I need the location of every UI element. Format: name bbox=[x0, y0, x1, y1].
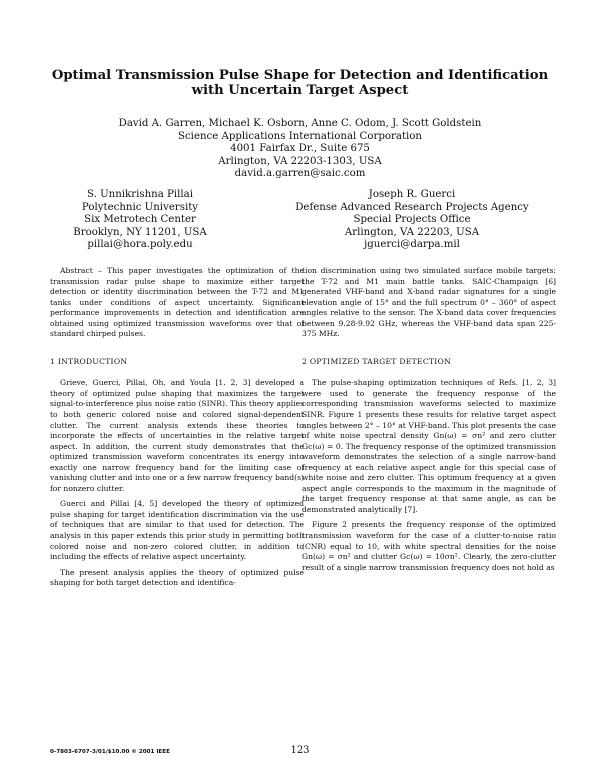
intro-paragraph-1: Grieve, Guerci, Pillai, Oh, and Youla [1, 2, 3] developed a theory of optimized pulse shaping that maximizes the target signal-to-interference plus noise ratio (SINR). This theory applies to both generic colored noise and colored signal-dependent clutter. The current analysis extends these theories to incorporate the effects of uncertainties in the relative target aspect. In addition, the current study demonstrates that the optimized transmission waveform concentrates its energy into exactly one narrow frequency band for the limiting case of vanishing clutter and into one or a few narrow frequency band(s) for nonzero clutter. bbox=[50, 378, 304, 493]
intro-paragraph-2: Guerci and Pillai [4, 5] developed the theory of optimized pulse shaping for target identification discrimination via the use of techniques that are similar to that used for detection. The analysis in this paper extends this prior study in permitting both colored noise and non-zero colored clutter, in addition to including the effects of relative aspect uncertainty. bbox=[50, 499, 304, 562]
affiliation-right-email: jguerci@darpa.mil bbox=[364, 239, 460, 251]
intro-paragraph-3: The present analysis applies the theory of optimized pulse shaping for both target detection and identifica- bbox=[50, 567, 304, 588]
author-email: david.a.garren@saic.com bbox=[234, 168, 366, 180]
affiliation-left-city: Brooklyn, NY 11201, USA bbox=[73, 226, 207, 238]
copyright-footer: 0-7803-6707-3/01/$10.00 © 2001 IEEE bbox=[50, 749, 170, 755]
affiliation-right bbox=[262, 189, 562, 252]
paper-title bbox=[40, 68, 560, 98]
section-2-paragraph-1: The pulse-shaping optimization techniques of Refs. [1, 2, 3] were used to generate the frequency response of the corresponding transmission waveforms selected to maximize SINR. Figure 1 presents these results for relative target aspect angles between 2° – 10° at VHF-band. This plot presents the case of white noise spectral density Gn(ω) = σn² and zero clutter Gc(ω) = 0. The frequency response of the optimized transmission waveform demonstrates the selection of a single narrow-band frequency at each relative aspect angle for this special case of white noise and zero clutter. This optimum frequency at a given aspect angle corresponds to the maximum in the magnitude of the target frequency response at that same angle, as can be demonstrated analytically [7]. bbox=[302, 378, 556, 514]
affiliation-left-street: Six Metrotech Center bbox=[84, 214, 196, 226]
author-names: David A. Garren, Michael K. Osborn, Anne C. Odom, J. Scott Goldstein bbox=[118, 118, 482, 129]
right-column bbox=[302, 266, 556, 573]
title-line-2: with Uncertain Target Aspect bbox=[191, 83, 409, 98]
primary-author-block bbox=[60, 118, 540, 181]
affiliation-left bbox=[40, 189, 240, 252]
affiliation-right-office: Special Projects Office bbox=[353, 214, 471, 226]
section-2-heading: 2 OPTIMIZED TARGET DETECTION bbox=[302, 356, 452, 366]
intro-continued-paragraph: tion discrimination using two simulated surface mobile targets: the T-72 and M1 main battle tanks. SAIC-Champaign [6] generated VHF-band and X-band radar signatures for a single elevation angle of 15° and the full spectrum 0° – 360° of aspect angles relative to the sensor. The X-band data cover frequencies between 9.28-9.92 GHz, whereas the VHF-band data span 225-375 MHz. bbox=[302, 266, 556, 339]
title-line-1: Optimal Transmission Pulse Shape for Detection and Identification bbox=[51, 68, 549, 83]
page-number: 123 bbox=[290, 745, 310, 756]
left-column bbox=[50, 266, 304, 589]
abstract-paragraph: Abstract – This paper investigates the optimization of the transmission radar pulse shape to maximize either target detection or identity discrimination between the T-72 and M1 tanks under conditions of aspect uncertainty. Significant performance improvements in detection and identification are obtained using optimized transmission waveforms over that of standard chirped pulses. bbox=[50, 266, 304, 339]
affiliation-left-email: pillai@hora.poly.edu bbox=[87, 239, 193, 251]
section-2-paragraph-2: Figure 2 presents the frequency response of the optimized transmission waveform for the case of a clutter-to-noise ratio (CNR) equal to 10, with white spectral densities for the noise Gn(ω) = σn² and clutter Gc(ω) = 10σn². Clearly, the zero-clutter result of a single narrow transmission frequency does not hold as bbox=[302, 520, 556, 572]
affiliation-right-city: Arlington, VA 22203, USA bbox=[344, 226, 480, 238]
author-street: 4001 Fairfax Dr., Suite 675 bbox=[230, 143, 370, 155]
affiliation-right-name: Joseph R. Guerci bbox=[368, 189, 456, 200]
affiliation-left-org: Polytechnic University bbox=[81, 201, 199, 213]
affiliation-left-name: S. Unnikrishna Pillai bbox=[87, 189, 193, 200]
affiliation-right-org: Defense Advanced Research Projects Agency bbox=[295, 201, 529, 213]
author-city: Arlington, VA 22203-1303, USA bbox=[218, 155, 382, 167]
author-organization: Science Applications International Corporation bbox=[178, 130, 422, 142]
section-1-heading: 1 INTRODUCTION bbox=[50, 356, 128, 366]
